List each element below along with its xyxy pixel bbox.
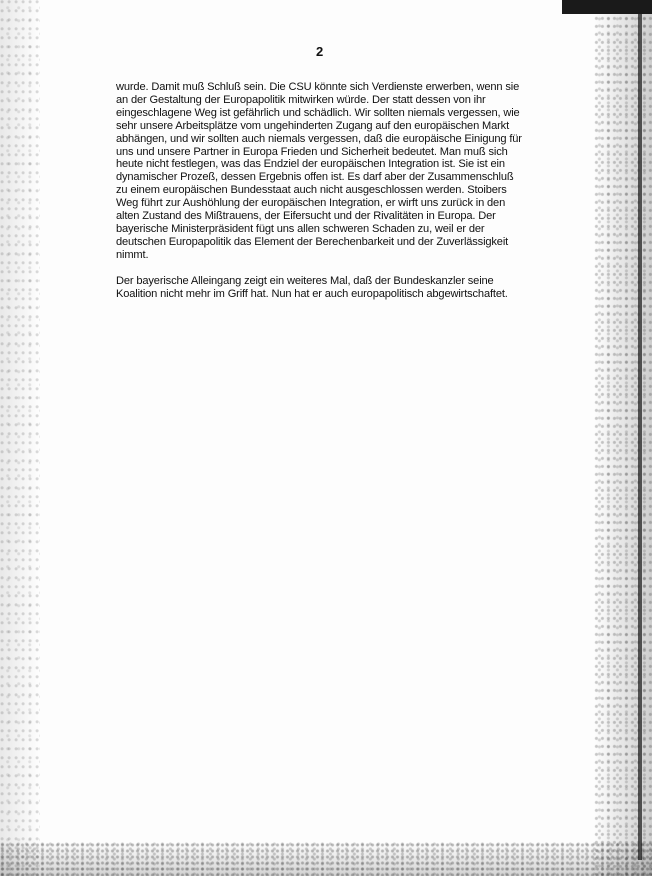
- text-line: dynamischer Prozeß, dessen Ergebnis offen ist. Es darf aber der Zusammenschluß: [116, 171, 514, 184]
- text-line: eingeschlagene Weg ist gefährlich und schädlich. Wir sollten niemals vergessen, wie: [116, 106, 520, 119]
- body-text: [116, 81, 534, 314]
- text-line: abhängen, und wir sollten auch niemals vergessen, daß die europäische Einigung für: [116, 132, 522, 145]
- text-line: Der bayerische Alleingang zeigt ein weiteres Mal, daß der Bundeskanzler seine: [116, 274, 494, 287]
- text-line: bayerische Ministerpräsident fügt uns allen schweren Schaden zu, weil er der: [116, 222, 485, 235]
- text-line: nimmt.: [116, 248, 149, 261]
- page-number: 2: [316, 44, 324, 59]
- text-line: wurde. Damit muß Schluß sein. Die CSU könnte sich Verdienste erwerben, wenn sie: [116, 81, 520, 93]
- scan-edge-shadow: [638, 0, 642, 860]
- text-line: Weg führt zur Aushöhlung der europäischen Integration, er wirft uns zurück in den: [116, 197, 506, 210]
- scan-noise-left: [0, 0, 40, 876]
- text-line: uns und unsere Partner in Europa Frieden und Sicherheit bedeutet. Man muß sich: [116, 145, 508, 158]
- text-line: heute nicht festlegen, was das Endziel der europäischen Integration ist. Sie ist ein: [116, 158, 505, 171]
- text-line: an der Gestaltung der Europapolitik mitwirken würde. Der statt dessen von ihr: [116, 93, 486, 106]
- text-line: deutschen Europapolitik das Element der Berechenbarkeit und der Zuverlässigkeit: [116, 235, 509, 248]
- paragraph: [116, 81, 534, 262]
- paragraph: [116, 275, 534, 301]
- text-line: alten Zustand des Mißtrauens, der Eifersucht und der Rivalitäten in Europa. Der: [116, 210, 496, 223]
- text-line: Koalition nicht mehr im Griff hat. Nun hat er auch europapolitisch abgewirtschaftet.: [116, 287, 508, 300]
- scan-noise-right: [594, 0, 652, 876]
- text-line: sehr unsere Arbeitsplätze vom ungehinderten Zugang auf den europäischen Markt: [116, 119, 510, 132]
- scan-noise-bottom: [0, 842, 652, 876]
- text-line: zu einem europäischen Bundesstaat auch nicht ausgeschlossen werden. Stoibers: [116, 184, 507, 197]
- scan-corner-shadow: [562, 0, 652, 14]
